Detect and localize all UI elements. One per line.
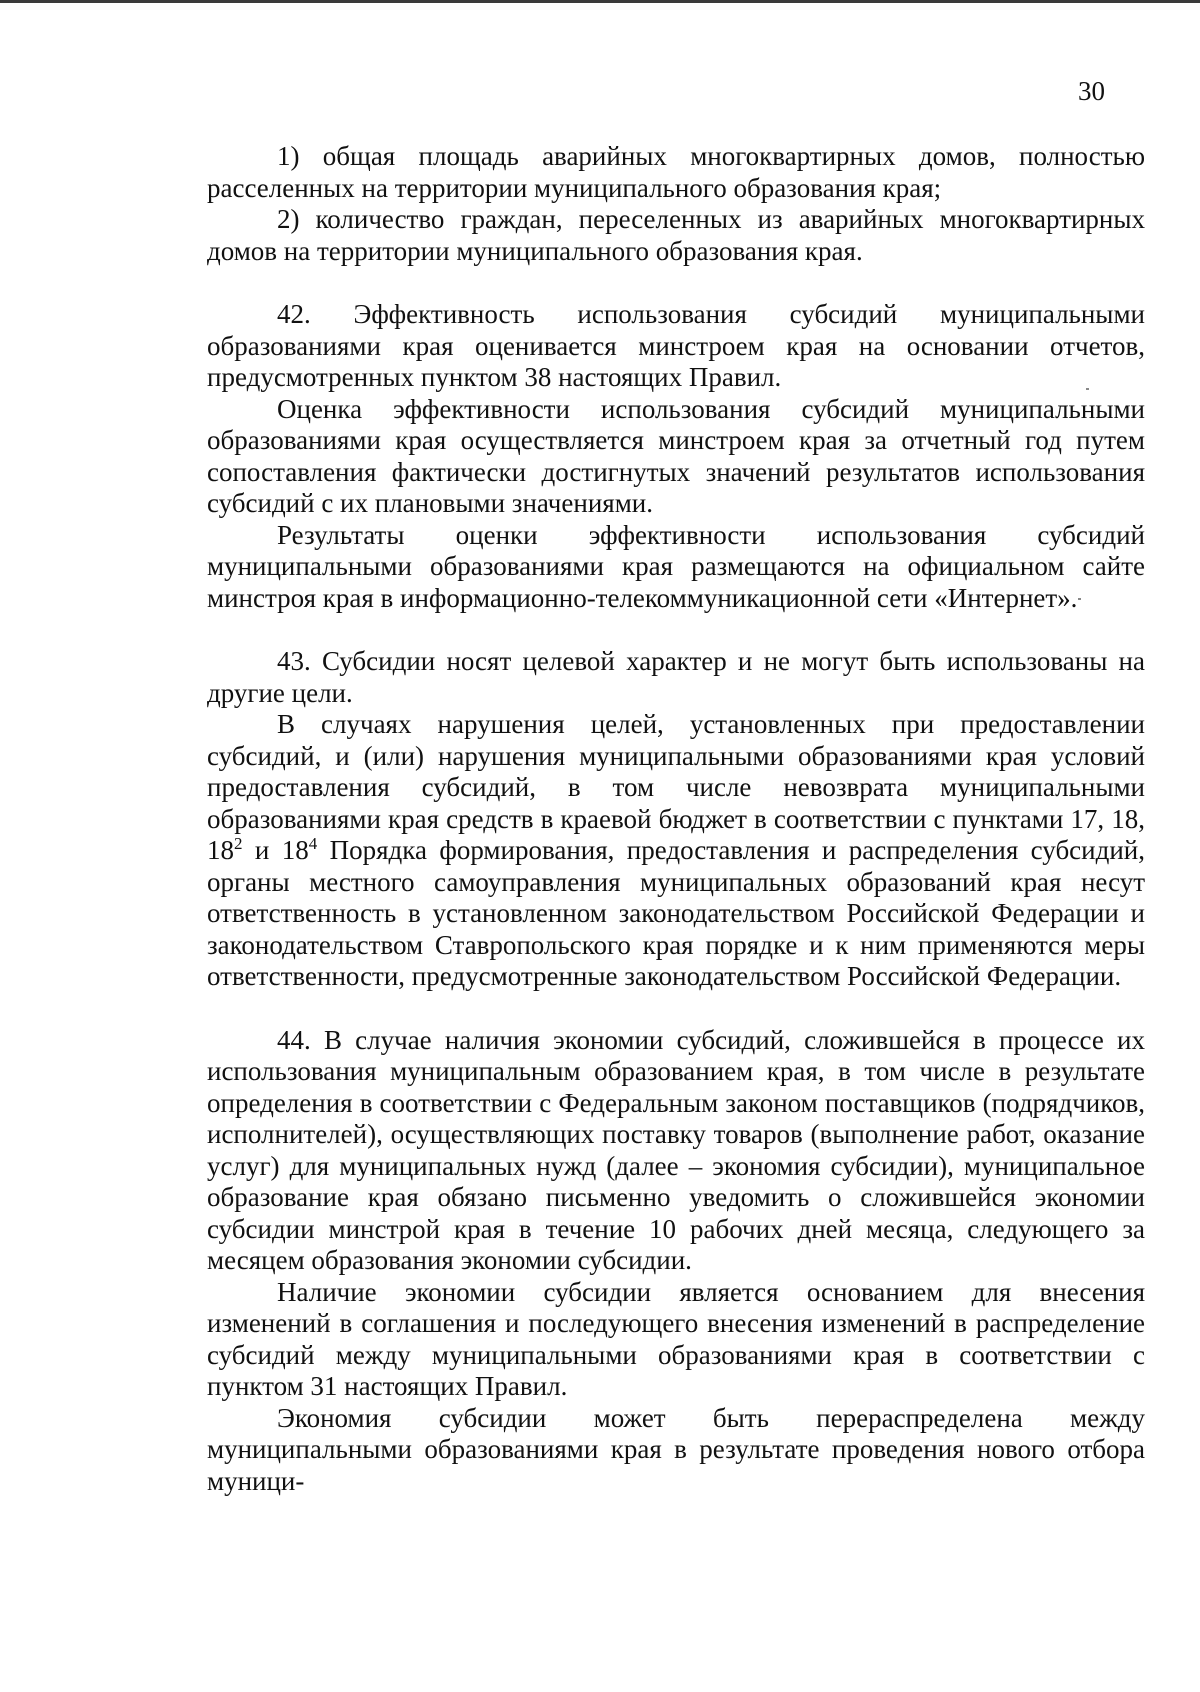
document-body [207,141,1145,1497]
paragraph-43: 43. Субсидии носят целевой характер и не могут быть использованы на другие цели. [207,646,1145,708]
superscript-4: 4 [308,834,318,853]
superscript-2: 2 [234,834,243,853]
paragraph-item-2: 2) количество граждан, переселенных из аварийных многоквартирных домов на территории муниципального образования края. [207,204,1145,266]
paragraph-44: 44. В случае наличия экономии субсидий, сложившейся в процессе их использования муниципальным образованием края, в том числе в результате определения в соответствии с Федеральным законом поставщиков (подрядчиков, исполнителей), осуществляющих поставку товаров (выполнение работ, оказание услуг) для муниципальных нужд (далее – экономия субсидии), муниципальное образование края обязано письменно уведомить о сложившейся экономии субсидии минстрой края в течение 10 рабочих дней месяца, следующего за месяцем образования экономии субсидии. [207,1024,1145,1275]
paragraph-42: 42. Эффективность использования субсидий муниципальными образованиями края оценивается минстроем края на основании отчетов, предусмотренных пунктом 38 настоящих Правил. [207,299,1145,392]
violations-text-end: Порядка формирования, предоставления и распределения субсидий, органы местного самоуправления муниципальных образований края несут ответственность в установленном законодательством Российской Федерации и законодательством Ставропольского края порядке и к ним применяются меры ответственности, предусмотренные законодательством Российской Федерации. [207,835,1145,991]
paragraph-gap [207,993,1145,1025]
paragraph-44-redistribution: Экономия субсидии может быть перераспределена между муниципальными образованиями края в результате проведения нового отбора муници- [207,1402,1145,1496]
scan-speck [1078,598,1081,600]
page-number: 30 [1078,76,1105,106]
scan-speck [1086,388,1089,390]
paragraph-42-evaluation: Оценка эффективности использования субсидий муниципальными образованиями края осуществляется минстроем края за отчетный год путем сопоставления фактически достигнутых значений результатов использования субсидий с их плановыми значениями. [207,393,1145,518]
violations-text-middle: и 18 [242,835,309,865]
paragraph-42-results: Результаты оценки эффективности использования субсидий муниципальными образованиями края размещаются на официальном сайте минстроя края в информационно-телекоммуникационной сети «Интернет». [207,519,1145,613]
paragraph-gap [207,267,1145,299]
paragraph-gap [207,614,1145,646]
paragraph-44-changes: Наличие экономии субсидии является основанием для внесения изменений в соглашения и последующего внесения изменений в распределение субсидий между муниципальными образованиями края в соответствии с пунктом 31 настоящих Правил. [207,1276,1145,1401]
paragraph-item-1: 1) общая площадь аварийных многоквартирных домов, полностью расселенных на территории муниципального образования края; [207,141,1145,203]
scan-top-edge [0,0,1200,3]
violations-text-start: В случаях нарушения целей, установленных при предоставлении субсидий, и (или) нарушения муниципальными образованиями края условий предоставления субсидий, в том числе невозврата муниципальными образованиями края средств в краевой бюджет в соответствии с пунктами 17, 18, 18 [207,709,1145,865]
paragraph-43-violations [207,709,1145,993]
